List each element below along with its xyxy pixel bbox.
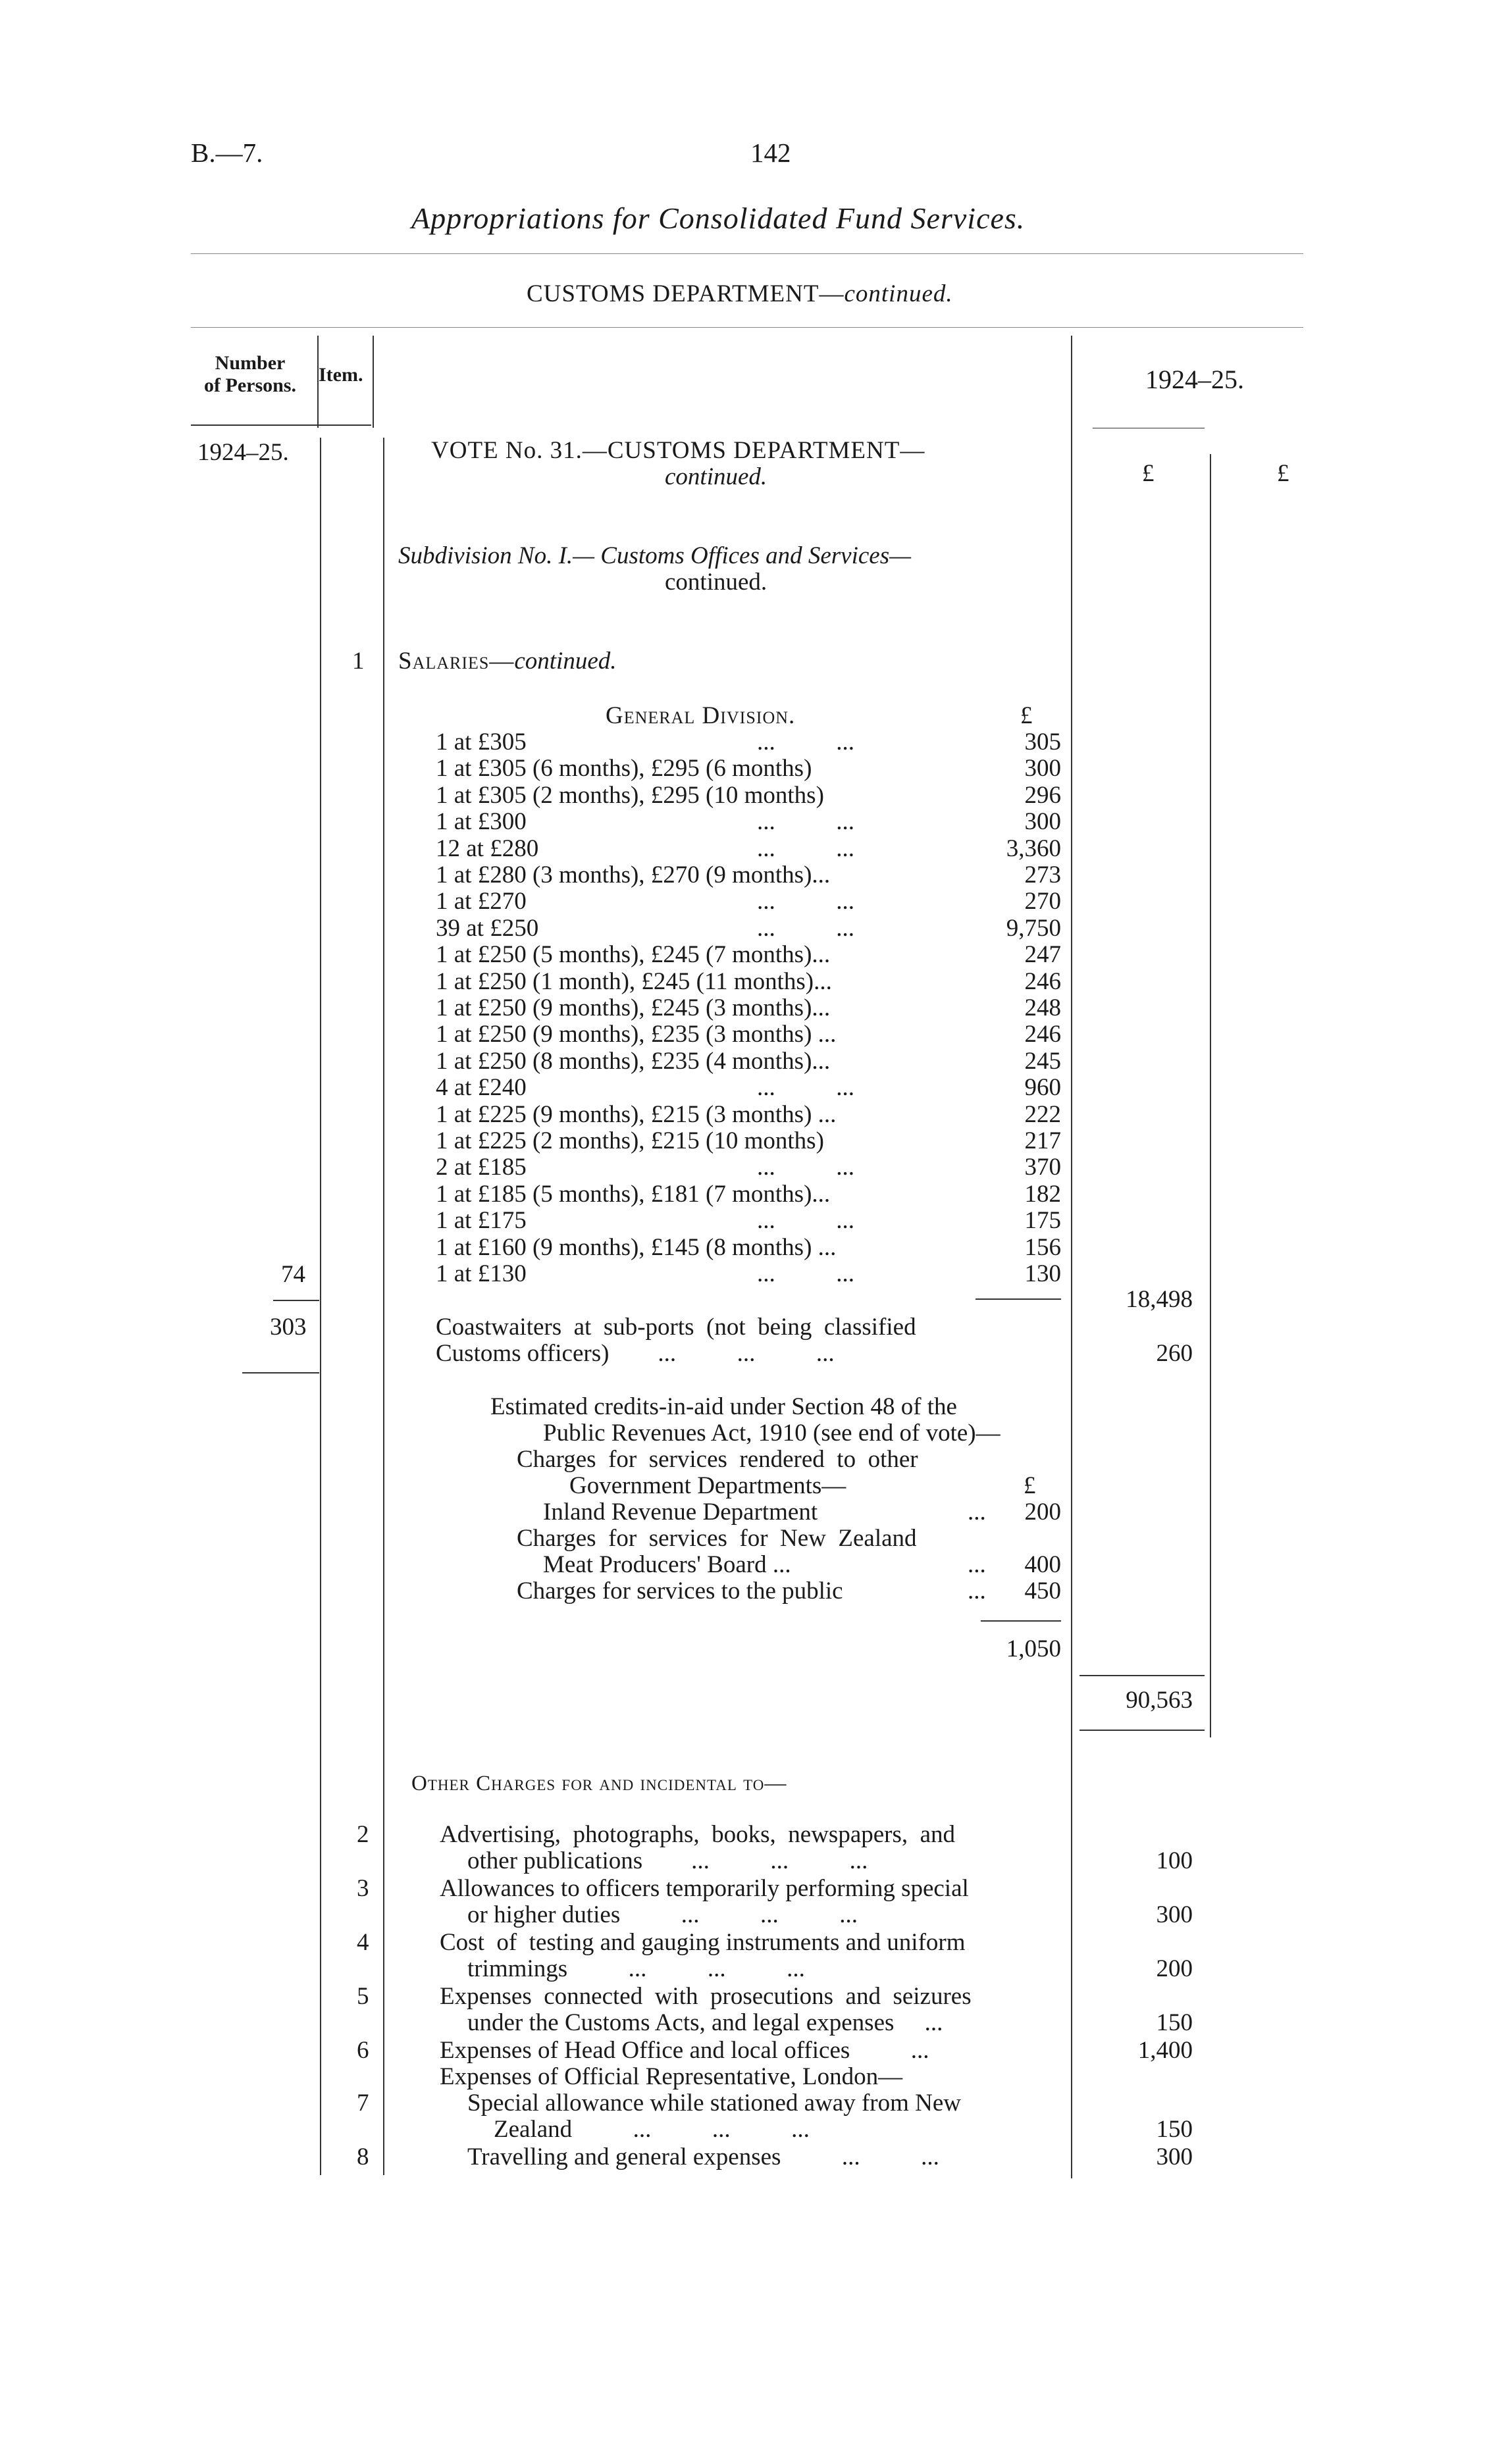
credits-total: 1,050 — [1006, 1635, 1061, 1662]
salary-row-amount: 217 — [1024, 1127, 1061, 1154]
page-title: Appropriations for Consolidated Fund Services. — [411, 201, 1026, 235]
department-name: CUSTOMS DEPARTMENT— — [527, 280, 845, 307]
salary-row-amount: 300 — [1024, 755, 1061, 783]
other-charge-item-number: 3 — [357, 1875, 369, 1902]
other-charge-line-2: trimmings ... ... ... — [467, 1955, 805, 1982]
salary-row-amount: 245 — [1024, 1047, 1061, 1075]
other-charge-item-number: 8 — [357, 2143, 369, 2170]
salary-row-label: 1 at £225 (9 months), £215 (3 months) ... — [436, 1100, 837, 1128]
general-division-heading: General Division. — [606, 702, 796, 729]
salary-row-amount: 3,360 — [1006, 834, 1061, 862]
other-charge-amount: 1,400 — [1137, 2037, 1193, 2064]
salary-row-amount: 296 — [1024, 781, 1061, 809]
salary-row-label: 1 at £270 — [436, 888, 527, 915]
salary-row-label: 1 at £305 (6 months), £295 (6 months) — [436, 755, 812, 783]
subdivision-total-rule-top — [1079, 1675, 1205, 1676]
salary-row-label: 1 at £250 (1 month), £245 (11 months)... — [436, 967, 832, 995]
other-charge-amount: 100 — [1156, 1847, 1193, 1874]
pound-column-2: £ — [1277, 460, 1289, 487]
other-charge-item-number: 4 — [357, 1929, 369, 1956]
salary-row-amount: 9,750 — [1006, 914, 1061, 942]
salary-row-amount: 182 — [1024, 1180, 1061, 1208]
salary-row-dots: ... ... — [757, 888, 854, 915]
subdivision-total: 90,563 — [1126, 1687, 1193, 1714]
persons-column-header: Number of Persons. — [204, 352, 296, 396]
col-rule-1a — [317, 336, 319, 428]
other-charge-line-2: other publications ... ... ... — [467, 1847, 868, 1874]
other-charge-item-number: 2 — [357, 1821, 369, 1848]
salaries-total: 18,498 — [1126, 1286, 1193, 1313]
salary-row-label: 1 at £250 (8 months), £235 (4 months)... — [436, 1047, 831, 1075]
salary-row-amount: 247 — [1024, 941, 1061, 969]
salary-row-amount: 270 — [1024, 888, 1061, 915]
credits-public-amount: 450 — [1024, 1578, 1061, 1604]
vote-continued: continued. — [665, 463, 767, 490]
table-top-rule — [191, 327, 1303, 328]
salaries-continued: continued. — [514, 648, 617, 675]
salary-row-label: 1 at £130 — [436, 1260, 527, 1287]
salary-row-dots: ... ... — [757, 1154, 854, 1181]
coastwaiters-line-1: Coastwaiters at sub-ports (not being classified — [436, 1314, 916, 1341]
salaries-label: Salaries— — [398, 648, 515, 675]
credits-pound-sign: £ — [1024, 1472, 1036, 1499]
salary-row-amount: 300 — [1024, 808, 1061, 836]
other-charge-line-1: Special allowance while stationed away from New — [467, 2090, 962, 2117]
other-charge-line-1: Cost of testing and gauging instruments and uniform — [440, 1929, 966, 1956]
credits-meat-board: Meat Producers' Board ... — [543, 1551, 791, 1578]
credits-meat-board-amount: 400 — [1024, 1551, 1061, 1578]
salary-row-amount: 130 — [1024, 1260, 1061, 1287]
col-rule-2 — [383, 438, 384, 2175]
salary-row-dots: ... ... — [757, 729, 854, 756]
salary-row-label: 1 at £185 (5 months), £181 (7 months)... — [436, 1180, 831, 1208]
salary-row-amount: 175 — [1024, 1207, 1061, 1235]
col-rule-4 — [1210, 454, 1211, 1737]
other-charge-line-2: or higher duties ... ... ... — [467, 1901, 858, 1928]
salary-total-rule — [975, 1298, 1061, 1300]
coastwaiters-amount: 260 — [1156, 1340, 1193, 1367]
other-charge-line-2: Zealand ... ... ... — [494, 2116, 810, 2143]
credits-line-2: Public Revenues Act, 1910 (see end of vote)— — [543, 1420, 1001, 1447]
subdivision-heading: Subdivision No. I.— Customs Offices and Services— — [398, 542, 912, 569]
salary-row-label: 1 at £300 — [436, 808, 527, 836]
salary-row-amount: 248 — [1024, 994, 1061, 1021]
other-charge-line-2: under the Customs Acts, and legal expenses ... — [467, 2009, 943, 2036]
salary-row-amount: 273 — [1024, 861, 1061, 888]
persons-year-label: 1924–25. — [197, 439, 289, 466]
pound-column-1: £ — [1142, 460, 1155, 487]
item-column-header: Item. — [319, 364, 363, 386]
credits-public-dots: ... — [968, 1578, 986, 1604]
department-heading — [527, 280, 953, 308]
credits-inland-revenue-dots: ... — [968, 1499, 986, 1526]
salary-row-amount: 370 — [1024, 1154, 1061, 1181]
other-charge-item-number: 5 — [357, 1983, 369, 2010]
persons-total-rule — [242, 1372, 319, 1373]
coastwaiters-line-2: Customs officers) ... ... ... — [436, 1340, 835, 1367]
salary-row-dots: ... ... — [757, 1260, 854, 1287]
salary-row-amount: 305 — [1024, 729, 1061, 756]
credits-line-3: Charges for services rendered to other — [517, 1446, 918, 1473]
header-rule — [191, 253, 1303, 254]
salary-row-dots: ... ... — [757, 808, 854, 836]
salaries-heading — [398, 648, 617, 675]
subdivision-total-rule-bottom — [1079, 1730, 1205, 1731]
page-ref: B.—7. — [191, 138, 263, 168]
other-charge-line-1: Expenses of Head Office and local offices ... — [440, 2037, 929, 2064]
department-continued: continued. — [844, 280, 953, 307]
salaries-pound-sign: £ — [1020, 702, 1033, 729]
credits-line-1: Estimated credits-in-aid under Section 48 of the — [490, 1393, 957, 1420]
salary-row-label: 1 at £305 (2 months), £295 (10 months) — [436, 781, 824, 809]
other-charge-item-number: 6 — [357, 2037, 369, 2064]
page-number: 142 — [750, 138, 791, 168]
salary-row-amount: 156 — [1024, 1233, 1061, 1261]
subdivision-continued: continued. — [665, 569, 767, 596]
salary-row-dots: ... ... — [757, 1207, 854, 1235]
other-charge-line-1: Allowances to officers temporarily performing special — [440, 1875, 969, 1902]
salary-row-label: 1 at £225 (2 months), £215 (10 months) — [436, 1127, 824, 1154]
salary-row-label: 39 at £250 — [436, 914, 539, 942]
other-charge-amount: 200 — [1156, 1955, 1193, 1982]
persons-subtotal: 74 — [281, 1261, 305, 1288]
other-charge-line-1: Expenses connected with prosecutions and seizures — [440, 1983, 972, 2010]
col-rule-3 — [1071, 336, 1072, 2178]
salary-row-label: 4 at £240 — [436, 1074, 527, 1102]
other-charge-line-1: Expenses of Official Representative, London— — [440, 2063, 903, 2090]
credits-meat-board-dots: ... — [968, 1551, 986, 1578]
credits-line-6: Charges for services for New Zealand — [517, 1525, 917, 1552]
salary-row-label: 12 at £280 — [436, 834, 539, 862]
coastwaiters-persons: 303 — [270, 1314, 307, 1341]
salary-row-label: 1 at £250 (5 months), £245 (7 months)... — [436, 941, 831, 969]
other-charge-item-number: 7 — [357, 2090, 369, 2117]
col-rule-2a — [373, 336, 374, 428]
persons-header-rule — [191, 424, 371, 426]
salary-row-amount: 222 — [1024, 1100, 1061, 1128]
other-charges-heading: Other Charges for and incidental to— — [411, 1772, 787, 1795]
salary-row-label: 2 at £185 — [436, 1154, 527, 1181]
other-charge-amount: 300 — [1156, 1901, 1193, 1928]
salary-row-label: 1 at £250 (9 months), £245 (3 months)... — [436, 994, 831, 1021]
other-charge-line-1: Travelling and general expenses ... ... — [467, 2143, 939, 2170]
salary-row-dots: ... ... — [757, 1074, 854, 1102]
credits-inland-revenue-amount: 200 — [1024, 1499, 1061, 1526]
salary-row-dots: ... ... — [757, 914, 854, 942]
salary-row-label: 1 at £160 (9 months), £145 (8 months) ... — [436, 1233, 837, 1261]
year-column-header: 1924–25. — [1145, 365, 1244, 394]
salary-row-label: 1 at £305 — [436, 729, 527, 756]
salary-row-amount: 960 — [1024, 1074, 1061, 1102]
other-charge-line-1: Advertising, photographs, books, newspapers, and — [440, 1821, 956, 1848]
other-charge-amount: 300 — [1156, 2143, 1193, 2170]
credits-inland-revenue: Inland Revenue Department — [543, 1499, 818, 1526]
salaries-item-number: 1 — [352, 648, 365, 675]
salary-row-label: 1 at £175 — [436, 1207, 527, 1235]
salary-row-label: 1 at £250 (9 months), £235 (3 months) ... — [436, 1021, 837, 1048]
vote-heading: VOTE No. 31.—CUSTOMS DEPARTMENT— — [431, 437, 925, 464]
credits-public: Charges for services to the public — [517, 1578, 843, 1604]
salary-row-label: 1 at £280 (3 months), £270 (9 months)... — [436, 861, 831, 888]
other-charge-amount: 150 — [1156, 2009, 1193, 2036]
other-charge-amount: 150 — [1156, 2116, 1193, 2143]
persons-subtotal-rule — [273, 1300, 319, 1301]
salary-row-amount: 246 — [1024, 1021, 1061, 1048]
credits-line-4: Government Departments— — [569, 1472, 846, 1499]
salary-row-dots: ... ... — [757, 834, 854, 862]
col-rule-1 — [320, 438, 321, 2175]
credits-total-rule — [981, 1620, 1061, 1622]
salary-row-amount: 246 — [1024, 967, 1061, 995]
